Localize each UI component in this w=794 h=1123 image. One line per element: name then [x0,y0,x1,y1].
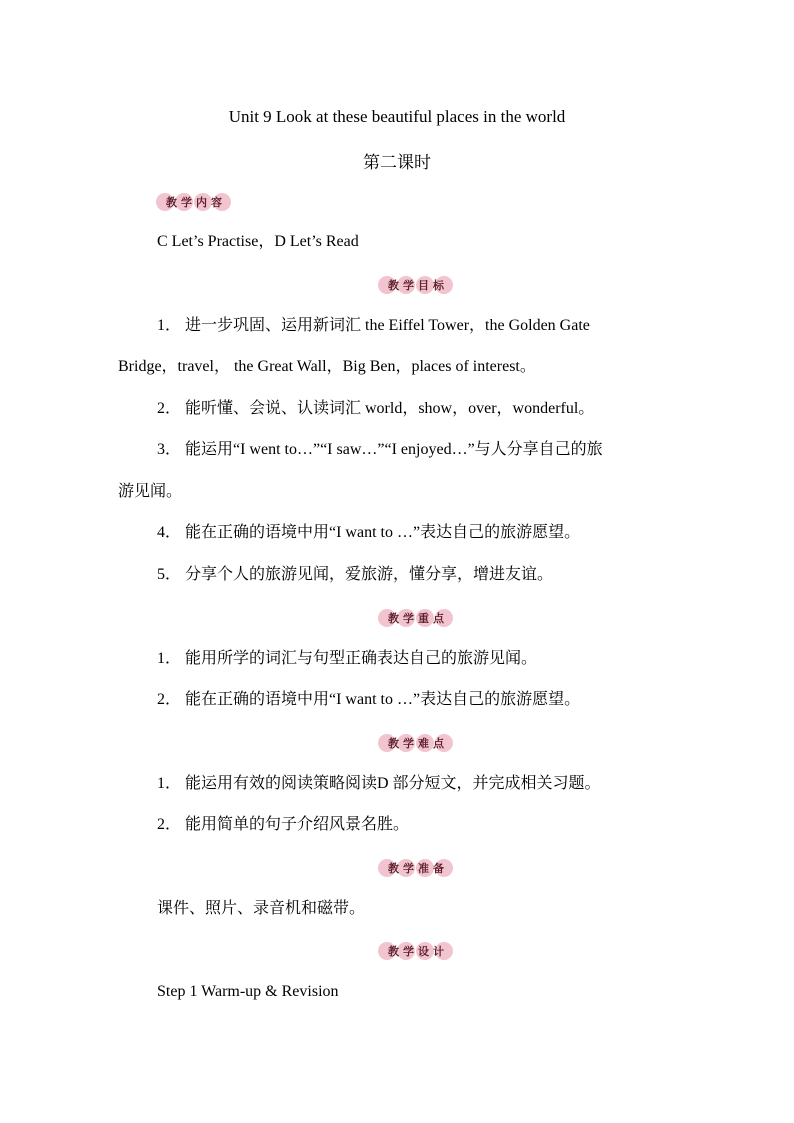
objective-item-3-cont: 游见闻。 [118,483,183,500]
objective-item-5: 5． 分享个人的旅游见闻，爱旅游，懂分享，增进友谊。 [157,566,554,583]
section-heading-key-points: 教学重点 [378,609,454,629]
document-title: Unit 9 Look at these beautiful places in the world [228,107,566,126]
section-heading-preparation: 教学准备 [378,859,454,879]
design-step-1: Step 1 Warm-up & Revision [157,983,339,1000]
key-point-item-1: 1． 能用所学的词汇与句型正确表达自己的旅游见闻。 [157,650,538,667]
lesson-subtitle: 第二课时 [363,153,431,172]
section-heading-design: 教学设计 [378,942,454,962]
objective-item-2: 2． 能听懂、会说、认读词汇 world，show，over，wonderful。 [157,400,595,417]
difficulty-item-1: 1． 能运用有效的阅读策略阅读D 部分短文，并完成相关习题。 [157,775,601,792]
difficulty-item-2: 2． 能用简单的句子介绍风景名胜。 [157,816,410,833]
preparation-text: 课件、照片、录音机和磁带。 [157,900,366,917]
objective-item-4: 4． 能在正确的语境中用“I want to …”表达自己的旅游愿望。 [157,524,581,541]
section-heading-difficulties: 教学难点 [378,734,454,754]
key-point-item-2: 2． 能在正确的语境中用“I want to …”表达自己的旅游愿望。 [157,691,581,708]
section-heading-content: 教学内容 [156,193,232,213]
objective-item-3: 3． 能运用“I went to…”“I saw…”“I enjoyed…”与人分享自己的旅 [157,441,603,458]
objective-item-1: 1． 进一步巩固、运用新词汇 the Eiffel Tower，the Golden Gate [157,317,590,334]
content-text: C Let’s Practise，D Let’s Read [157,233,359,250]
section-heading-objectives: 教学目标 [378,276,454,296]
objective-item-1-cont: Bridge，travel， the Great Wall，Big Ben，places of interest。 [118,358,536,375]
